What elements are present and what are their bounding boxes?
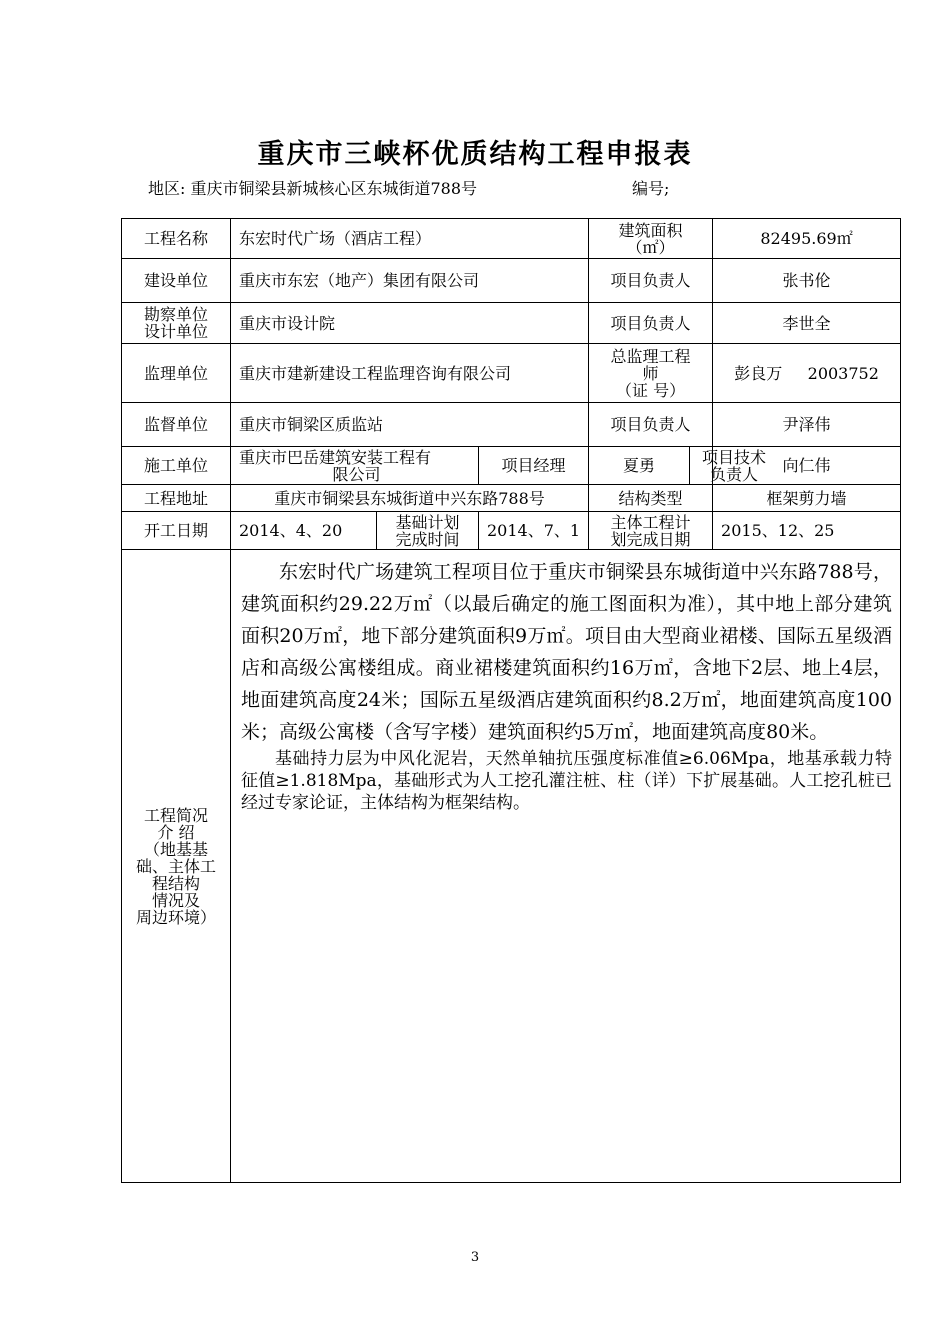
description-label-line: 程结构 <box>151 873 200 893</box>
region-line: 地区: 重庆市铜梁县新城核心区东城街道788号 <box>148 179 478 198</box>
row-contractor <box>122 447 901 485</box>
description-label <box>122 550 231 1183</box>
contractor-value <box>231 447 479 485</box>
description-paragraph-2: 基础持力层为中风化泥岩，天然单轴抗压强度标准值≥6.06Mpa，地基承载力特征值≥1.818Mpa，基础形式为人工挖孔灌注桩、柱（详）下扩展基础。人工挖孔桩已经过专家论证，主体结构为框架结构。 <box>241 749 893 813</box>
foundation-date: 2014、7、1 <box>479 512 589 550</box>
survey-value: 重庆市设计院 <box>231 303 589 344</box>
main-label-line2: 划完成日期 <box>610 529 691 549</box>
contractor-line1: 重庆市巴岳建筑安装工程有 <box>239 447 432 467</box>
page-number: 3 <box>470 1250 480 1265</box>
survey-label-line1: 勘察单位 <box>143 305 208 324</box>
row-dates <box>122 512 901 550</box>
oversight-lead-label: 项目负责人 <box>589 403 713 447</box>
chief-engineer-label <box>589 344 713 403</box>
tech-lead-label <box>690 447 767 485</box>
main-works-label <box>589 512 713 550</box>
serial-number-label: 编号; <box>632 179 670 198</box>
application-form-table <box>121 218 901 1183</box>
builder-lead-label: 项目负责人 <box>589 259 713 303</box>
row-supervisor <box>122 344 901 403</box>
chief-engineer-cert: 2003752 <box>807 363 879 383</box>
structure-label: 结构类型 <box>589 485 713 512</box>
builder-label: 建设单位 <box>122 259 231 303</box>
oversight-label: 监督单位 <box>122 403 231 447</box>
description-paragraph-1: 东宏时代广场建筑工程项目位于重庆市铜梁县东城街道中兴东路788号，建筑面积约29.22万㎡（以最后确定的施工图面积为准），其中地上部分建筑面积20万㎡，地下部分建筑面积9万㎡。项目由大型商业裙楼、国际五星级酒店和高级公寓楼组成。商业裙楼建筑面积约16万㎡，含地下2层、地上4层，地面建筑高度24米；国际五星级酒店建筑面积约8.2万㎡，地面建筑高度100米；高级公寓楼（含写字楼）建筑面积约5万㎡，地面建筑高度80米。 <box>241 561 893 743</box>
tech-lead-label-line1: 项目技术 <box>702 447 767 467</box>
main-works-date: 2015、12、25 <box>713 512 901 550</box>
row-survey-design <box>122 303 901 344</box>
description-label-line: 础、主体工 <box>135 856 216 876</box>
row-address <box>122 485 901 512</box>
chief-label-line2: 师 <box>642 363 659 383</box>
structure-value: 框架剪力墙 <box>713 485 901 512</box>
survey-label <box>122 303 231 344</box>
chief-label-line3: （证 号） <box>615 380 686 400</box>
start-date: 2014、4、20 <box>231 512 377 550</box>
pm-value: 夏勇 <box>589 447 690 485</box>
form-title: 重庆市三峡杯优质结构工程申报表 <box>257 139 693 170</box>
oversight-value: 重庆市铜梁区质监站 <box>231 403 589 447</box>
builder-lead-value: 张书伦 <box>713 259 901 303</box>
description-label-line: （地基基 <box>143 839 208 859</box>
foundation-label-line2: 完成时间 <box>395 529 460 549</box>
foundation-label <box>377 512 479 550</box>
supervisor-label: 监理单位 <box>122 344 231 403</box>
description-body <box>231 550 901 1183</box>
description-label-line: 周边环境） <box>135 907 216 927</box>
description-label-line: 情况及 <box>151 890 200 910</box>
main-label-line1: 主体工程计 <box>610 512 691 532</box>
project-name-label: 工程名称 <box>122 219 231 259</box>
chief-label-line1: 总监理工程 <box>610 346 691 366</box>
builder-value: 重庆市东宏（地产）集团有限公司 <box>231 259 589 303</box>
area-label <box>589 219 713 259</box>
project-name-value: 东宏时代广场（酒店工程） <box>231 219 589 259</box>
contractor-label: 施工单位 <box>122 447 231 485</box>
area-value: 82495.69㎡ <box>713 219 901 259</box>
supervisor-value: 重庆市建新建设工程监理咨询有限公司 <box>231 344 589 403</box>
survey-lead-label: 项目负责人 <box>589 303 713 344</box>
row-project-name <box>122 219 901 259</box>
foundation-label-line1: 基础计划 <box>395 512 460 532</box>
survey-label-line2: 设计单位 <box>143 322 208 341</box>
survey-lead-value: 李世全 <box>713 303 901 344</box>
area-label-line2: （㎡） <box>626 237 675 257</box>
tech-lead-value: 向仁伟 <box>713 447 901 485</box>
tech-lead-label-line2: 负责人 <box>710 464 759 484</box>
row-builder <box>122 259 901 303</box>
address-value: 重庆市铜梁县东城街道中兴东路788号 <box>231 485 589 512</box>
oversight-lead-value: 尹泽伟 <box>713 403 901 447</box>
start-label: 开工日期 <box>122 512 231 550</box>
description-label-line: 介 绍 <box>157 822 195 842</box>
area-label-line1: 建筑面积 <box>618 220 683 240</box>
address-label: 工程地址 <box>122 485 231 512</box>
contractor-line2: 限公司 <box>332 464 381 484</box>
pm-label: 项目经理 <box>479 447 589 485</box>
chief-engineer-name: 彭良万 <box>734 363 783 383</box>
row-description <box>122 550 901 1183</box>
chief-engineer-value <box>713 344 901 403</box>
row-oversight <box>122 403 901 447</box>
description-label-line: 工程简况 <box>143 805 208 825</box>
